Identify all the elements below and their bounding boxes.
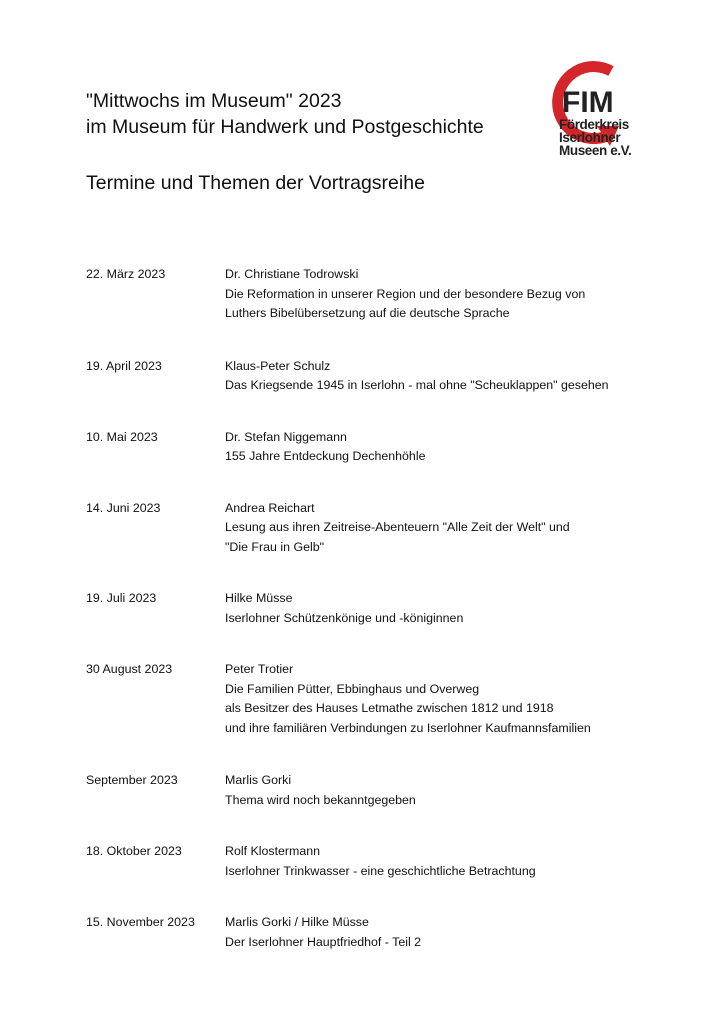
- event-topic: "Die Frau in Gelb": [225, 539, 325, 554]
- logo-text: [559, 118, 649, 157]
- event-topic: als Besitzer des Hauses Letmathe zwischen 1812 und 1918: [225, 701, 554, 715]
- event-topic: Das Kriegsende 1945 in Iserlohn - mal ohne "Scheuklappen" gesehen: [225, 378, 609, 392]
- event-topic: Thema wird noch bekanntgegeben: [225, 792, 416, 807]
- title-line-1: "Mittwochs im Museum" 2023: [86, 90, 342, 112]
- event-date: 22. März 2023: [86, 267, 166, 281]
- event-item: [86, 771, 686, 810]
- logo-line-2: Iserlohner: [559, 130, 621, 145]
- event-body: [225, 589, 686, 628]
- event-body: [225, 499, 686, 558]
- event-body: [225, 913, 686, 952]
- event-speaker: Andrea Reichart: [225, 500, 315, 515]
- event-topic: Iserlohner Trinkwasser - eine geschichtliche Betrachtung: [225, 863, 536, 878]
- document-header: [86, 88, 526, 196]
- event-speaker: Dr. Stefan Niggemann: [225, 429, 347, 444]
- logo-mark-text: FIM: [562, 86, 614, 119]
- event-topic: 155 Jahre Entdeckung Dechenhöhle: [225, 449, 426, 463]
- event-topic: und ihre familiären Verbindungen zu Iserlohner Kaufmannsfamilien: [225, 720, 591, 735]
- event-speaker: Marlis Gorki / Hilke Müsse: [225, 915, 369, 929]
- event-speaker: Dr. Christiane Todrowski: [225, 267, 359, 281]
- event-item: [86, 660, 686, 738]
- event-body: [225, 428, 686, 467]
- event-date: 19. April 2023: [86, 358, 162, 373]
- event-topic: Der Iserlohner Hauptfriedhof - Teil 2: [225, 934, 422, 949]
- event-item: [86, 428, 686, 467]
- event-speaker: Marlis Gorki: [225, 773, 292, 787]
- event-date: 18. Oktober 2023: [86, 844, 182, 858]
- event-date: September 2023: [86, 773, 178, 787]
- fim-logo: [533, 60, 632, 200]
- event-topic: Luthers Bibelübersetzung auf die deutsche Sprache: [225, 306, 510, 320]
- event-topic: Die Reformation in unserer Region und der besondere Bezug von: [225, 286, 586, 301]
- event-speaker: Peter Trotier: [225, 662, 294, 676]
- event-body: [225, 357, 686, 396]
- event-date: 10. Mai 2023: [86, 429, 158, 444]
- event-date: 14. Juni 2023: [86, 500, 161, 515]
- event-date: 30 August 2023: [86, 662, 173, 676]
- event-item: [86, 499, 686, 558]
- event-topic: Die Familien Pütter, Ebbinghaus und Overweg: [225, 681, 480, 696]
- title-line-2: im Museum für Handwerk und Postgeschichte: [86, 116, 484, 138]
- event-body: [225, 842, 686, 881]
- event-topic: Lesung aus ihren Zeitreise-Abenteuern "Alle Zeit der Welt" und: [225, 520, 570, 534]
- event-date: 15. November 2023: [86, 915, 195, 929]
- event-item: [86, 265, 686, 324]
- event-body: [225, 660, 686, 738]
- logo-line-3: Museen e.V.: [559, 143, 632, 158]
- event-body: [225, 265, 686, 324]
- event-speaker: Klaus-Peter Schulz: [225, 358, 331, 373]
- event-item: [86, 357, 686, 396]
- event-body: [225, 771, 686, 810]
- event-speaker: Rolf Klostermann: [225, 844, 321, 858]
- event-item: [86, 913, 686, 952]
- event-speaker: Hilke Müsse: [225, 591, 293, 605]
- event-item: [86, 589, 686, 628]
- logo-line-1: Förderkreis: [559, 117, 629, 132]
- event-item: [86, 842, 686, 881]
- event-list: [86, 265, 686, 952]
- event-topic: Iserlohner Schützenkönige und -königinnen: [225, 610, 464, 625]
- event-date: 19. Juli 2023: [86, 591, 157, 605]
- subtitle: Termine und Themen der Vortragsreihe: [86, 172, 425, 194]
